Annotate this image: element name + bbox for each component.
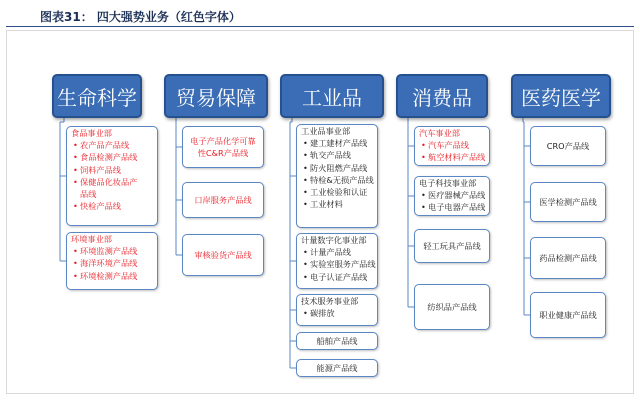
box-label: 职业健康产品线 xyxy=(539,309,597,320)
box-label: 审核验货产品线 xyxy=(194,249,252,260)
box-label: CRO产品线 xyxy=(546,140,590,151)
box-automotive-division xyxy=(414,126,490,166)
box-light-industry-toys xyxy=(414,229,490,263)
box-cro xyxy=(530,126,606,166)
box-energy xyxy=(296,359,378,377)
item-list xyxy=(415,139,489,163)
item-list xyxy=(67,139,157,212)
header-life-science: 生命科学 xyxy=(52,74,142,118)
header-medicine: 医药医学 xyxy=(511,74,611,118)
item-list xyxy=(297,246,377,283)
box-metrology-digital-division xyxy=(296,233,378,289)
box-label: 船舶产品线 xyxy=(316,335,358,346)
header-trade-assurance: 贸易保障 xyxy=(164,74,268,118)
list-item: • 医疗器械产品线 xyxy=(421,189,489,201)
list-item: • 工业材料 xyxy=(303,198,377,210)
box-port-service xyxy=(182,182,264,218)
box-medical-testing xyxy=(530,182,606,222)
list-item: • 工业检验和认证 xyxy=(303,186,377,198)
title-rule xyxy=(6,26,634,27)
list-item: • 轨交产品线 xyxy=(303,149,377,161)
list-item: • 航空材料产品线 xyxy=(421,151,489,163)
diagram-frame xyxy=(6,30,634,394)
box-electronics-cr xyxy=(182,126,264,168)
header-industrial-products: 工业品 xyxy=(280,74,384,118)
box-shipping xyxy=(296,332,378,350)
box-title: 电子科技事业部 xyxy=(419,178,477,188)
box-label: 医学检测产品线 xyxy=(539,196,597,207)
list-item: • 保健品化妆品产品线 xyxy=(73,176,144,200)
list-item: • 电子认证产品线 xyxy=(303,271,377,283)
box-title: 计量数字化事业部 xyxy=(301,235,367,245)
list-item: • 建工建材产品线 xyxy=(303,137,377,149)
box-label: 口岸服务产品线 xyxy=(194,194,252,205)
item-list xyxy=(67,245,157,282)
item-list xyxy=(297,137,377,210)
box-title: 食品事业部 xyxy=(71,128,112,138)
list-item: • 电子电器产品线 xyxy=(421,201,489,213)
list-item: • 汽车产品线 xyxy=(421,139,489,151)
figure-title: 图表31： 四大强势业务（红色字体） xyxy=(40,10,241,24)
box-title: 环境事业部 xyxy=(71,234,112,244)
box-environment-division xyxy=(66,232,158,290)
box-audit-inspection xyxy=(182,234,264,276)
box-title: 工业品事业部 xyxy=(301,126,351,136)
box-textiles xyxy=(414,284,490,330)
list-item: • 海洋环境产品线 xyxy=(73,257,157,269)
box-food-division xyxy=(66,126,158,226)
list-item: • 环境检测产品线 xyxy=(73,270,157,282)
box-technical-service-division xyxy=(296,294,378,326)
box-title: 技术服务事业部 xyxy=(301,296,359,306)
list-item: • 农产品产品线 xyxy=(73,139,157,151)
box-label: 电子产品化学可靠性C&R产品线 xyxy=(190,135,256,158)
box-drug-testing xyxy=(530,237,606,279)
list-item: • 实验室服务产品线 xyxy=(303,258,377,270)
list-item: • 快检产品线 xyxy=(73,200,157,212)
list-item: • 环境监测产品线 xyxy=(73,245,157,257)
box-label: 纺织品产品线 xyxy=(427,301,477,312)
box-title: 汽车事业部 xyxy=(419,128,460,138)
list-item: • 饲料产品线 xyxy=(73,164,157,176)
box-electronic-tech-division xyxy=(414,176,490,216)
box-label: 轻工玩具产品线 xyxy=(423,240,481,251)
list-item: • 特检&无损产品线 xyxy=(303,174,377,186)
list-item: • 食品检测产品线 xyxy=(73,151,157,163)
box-industrial-division xyxy=(296,124,378,228)
item-list xyxy=(415,189,489,213)
box-label: 能源产品线 xyxy=(316,362,358,373)
list-item: • 计量产品线 xyxy=(303,246,377,258)
box-occupational-health xyxy=(530,292,606,338)
header-consumer-products: 消费品 xyxy=(396,74,488,118)
item-list xyxy=(297,307,377,319)
box-label: 药品检测产品线 xyxy=(539,252,597,263)
list-item: • 防火阻燃产品线 xyxy=(303,162,377,174)
list-item: • 碳排放 xyxy=(303,307,377,319)
